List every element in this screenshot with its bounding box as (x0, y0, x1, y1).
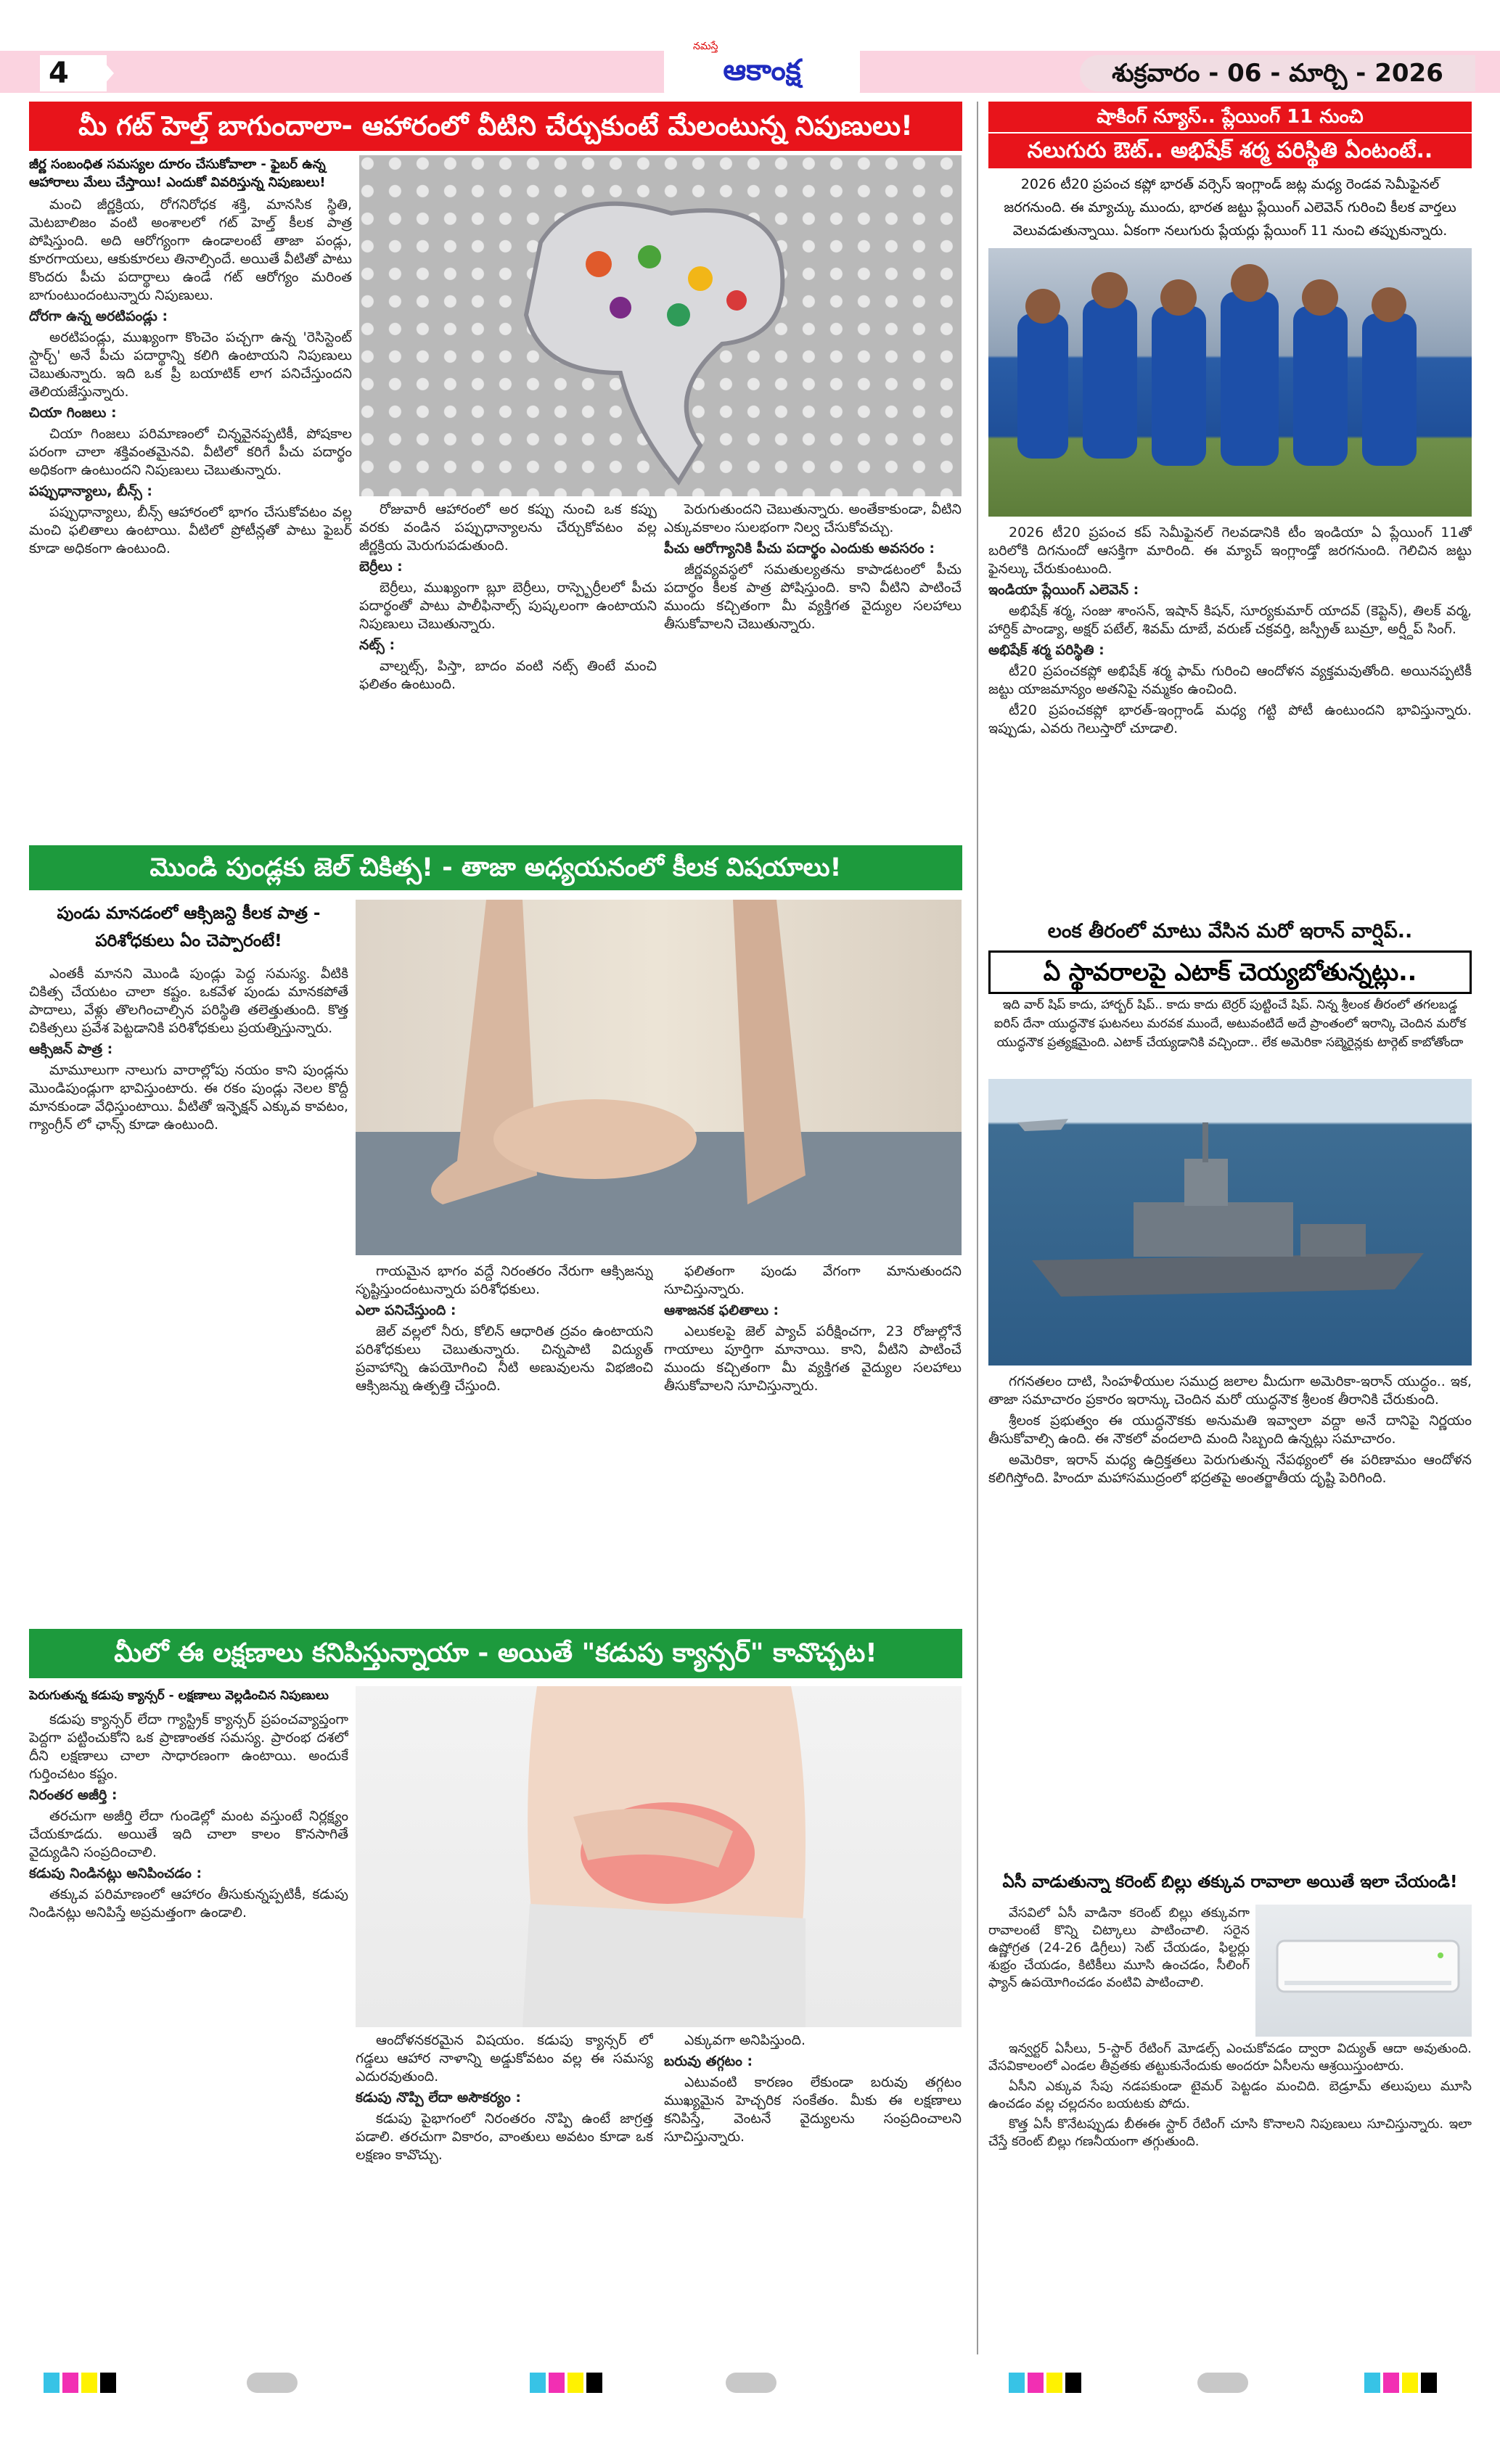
iran-lead: ఇది వార్ షిప్ కాదు, హార్బర్ షిప్.. కాదు కాదు టెర్రర్ పుట్టించే షిప్. నిన్న శ్రీలంక తీరంలో తగలబడ్డ ఐరిస్ దేనా యుద్ధనౌక ఘటనలు మరవక ముందే, అటువంటిదే అదే ప్రాంతంలో ఇరాన్కి చెందిన మరోక యుద్ధనౌక ప్రత్యక్షమైంది. ఎటాక్ చేయ్యడానికి వచ్చిందా.. లేక అమెరికా సబ్మెరైన్లకు టార్గెట్ కాబోతోందా (993, 998, 1467, 1050)
iran-headline: ఏ స్థావరాలపై ఎటాక్ చెయ్యబోతున్నట్లు.. (988, 950, 1472, 994)
paragraph: రోజువారీ ఆహారంలో అర కప్పు నుంచి ఒక కప్పు వరకు వండిన పప్పుధాన్యాలను చేర్చుకోవటం వల్ల జీర్ణక్రియ మెరుగుపడుతుంది. (359, 501, 657, 554)
subhead: చియా గింజలు : (29, 405, 117, 421)
registration-pill (1197, 2373, 1248, 2393)
registration-marks-1 (44, 2373, 119, 2396)
foot-wound-photo (356, 900, 962, 1255)
subhead: కడుపు నిండినట్లు అనిపించడం : (29, 1865, 202, 1881)
gut-lead: జీర్ణ సంబంధిత సమస్యల దూరం చేసుకోవాలా - ఫైబర్ ఉన్న ఆహారాలు మేలు చేస్తాయి! ఎందుకో వివరిస్తున్న నిపుణులు! (29, 157, 326, 190)
paragraph: ఏసీని ఎక్కువ సేపు నడపకుండా టైమర్ పెట్టడం మంచిది. బెడ్రూమ్ తలుపులు మూసి ఉంచడం వల్ల చల్లదనం బయటకు పోదు. (988, 2079, 1472, 2111)
subhead: కడుపు నొప్పి లేదా అసౌకర్యం : (356, 2090, 522, 2106)
paragraph: జీర్ణవ్యవస్థలో సమతుల్యతను కాపాడటంలో పీచు పదార్థం కీలక పాత్ర పోషిస్తుంది. కాని వీటిని పాటించే ముందు కచ్చితంగా మీ వ్యక్తిగత వైద్యుల సలహాలు తీసుకోవాలని చెబుతున్నారు. (664, 562, 962, 632)
cricket-headline: నలుగురు ఔట్.. అభిషేక్ శర్మ పరిస్థితి ఏంటంటే.. (988, 134, 1472, 168)
cancer-col1 (29, 1711, 348, 2349)
subhead: ఆశాజనక ఫలితాలు : (664, 1302, 779, 1318)
iran-body (988, 1373, 1472, 1859)
warship-photo (988, 1079, 1472, 1366)
paragraph: తక్కువ పరిమాణంలో ఆహారం తీసుకున్నప్పటికీ, కడుపు నిండినట్లు అనిపిస్తే అప్రమత్తంగా ఉండాలి. (29, 1886, 348, 1921)
cancer-col2 (356, 2032, 653, 2349)
brand-name: ఆకాంక్ష (723, 54, 801, 87)
masthead-logo (664, 41, 860, 96)
brand-tag: నమస్తే (693, 41, 718, 52)
paragraph: ఫలితంగా పుండు వేగంగా మానుతుందని సూచిస్తున్నారు. (664, 1263, 962, 1297)
subhead: బెర్రీలు : (359, 559, 403, 575)
cancer-col3 (664, 2032, 962, 2349)
paragraph: ఎక్కువగా అనిపిస్తుంది. (684, 2032, 806, 2048)
paragraph: ఇన్వర్టర్ ఏసీలు, 5-స్టార్ రేటింగ్ మోడల్స్ ఎంచుకోవడం ద్వారా విద్యుత్ ఆదా అవుతుంది. వేసవికాలంలో ఎండల తీవ్రతకు తట్టుకునేందుకు అందరూ ఏసీలను ఆశ్రయిస్తుంటారు. (988, 2041, 1472, 2074)
subhead: బరువు తగ్గటం : (664, 2053, 753, 2069)
paragraph: ఎటువంటి కారణం లేకుండా బరువు తగ్గటం ముఖ్యమైన హెచ్చరిక సంకేతం. మీకు ఈ లక్షణాలు కనిపిస్తే, వెంటనే వైద్యులను సంప్రదించాలని సూచిస్తున్నారు. (664, 2074, 962, 2145)
paragraph: వాల్నట్స్, పిస్తా, బాదం వంటి నట్స్ తింటే మంచి ఫలితం ఉంటుంది. (359, 658, 657, 692)
subhead: నట్స్ : (359, 637, 396, 653)
paragraph: 2026 టీ20 ప్రపంచ కప్ సెమీఫైనల్ గెలవడానికి టీం ఇండియా ఏ ప్లేయింగ్ 11తో బరిలోకి దిగనుందో ఆసక్తిగా మారింది. ఈ మ్యాచ్ ఇంగ్లాండ్తో జరగనుంది. గెలిచిన జట్టు ఫైనల్కు చేరుకుంటుంది. (988, 525, 1472, 577)
page-number-tip (98, 55, 114, 91)
paragraph: పెరుగుతుందని చెబుతున్నారు. అంతేకాకుండా, వీటిని ఎక్కువకాలం సులభంగా నిల్వ చేసుకోవచ్చు. (664, 501, 962, 535)
paragraph: బెర్రీలు, ముఖ్యంగా బ్లూ బెర్రీలు, రాస్ప్బెర్రీలలో పీచు పదార్థంతో పాటు పాలీఫినాల్స్ పుష్కలంగా ఉంటాయని నిపుణులు చెబుతున్నారు. (359, 580, 657, 632)
paragraph: అమెరికా, ఇరాన్ మధ్య ఉద్రిక్తతలు పెరుగుతున్న నేపథ్యంలో ఈ పరిణామం ఆందోళన కలిగిస్తోంది. హిందూ మహాసముద్రంలో భద్రతపై అంతర్జాతీయ దృష్టి పెరిగింది. (988, 1452, 1472, 1486)
subhead: పీచు ఆరోగ్యానికి పీచు పదార్థం ఎందుకు అవసరం : (664, 541, 935, 557)
paragraph: అరటిపండ్లు, ముఖ్యంగా కొంచెం పచ్చగా ఉన్న 'రెసిస్టెంట్ స్టార్చ్' అనే పీచు పదార్థాన్ని కలిగి ఉంటాయని నిపుణులు చెబుతున్నారు. ఇది ఒక ప్రీ బయాటిక్ లాగ పనిచేస్తుందని తెలియజేస్తున్నారు. (29, 329, 352, 400)
ac-body (988, 2040, 1472, 2349)
paragraph: కడుపు పైభాగంలో నిరంతరం నొప్పి ఉంటే జాగ్రత్త పడాలి. తరచుగా వికారం, వాంతులు అవటం కూడా ఒక లక్షణం కావొచ్చు. (356, 2111, 653, 2163)
air-conditioner-photo (1255, 1905, 1472, 2037)
cricket-body (988, 524, 1472, 945)
gut-col3 (664, 501, 962, 842)
foot-illustration (356, 900, 962, 1255)
paragraph: జెల్ వల్లలో నీరు, కోలిన్ ఆధారిత ద్రవం ఉంటాయని పరిశోధకులు చెబుతున్నారు. చిన్నపాటి విద్యుత్ ప్రవాహాన్ని ఉపయోగించి నీటి అణువులను విభజించి ఆక్సిజన్ను ఉత్పత్తి చేస్తుంది. (356, 1323, 653, 1394)
registration-marks-4 (1364, 2373, 1440, 2396)
subhead: ఇండియా ప్లేయింగ్ ఎలెవెన్ : (988, 582, 1139, 598)
gut-headline: మీ గట్ హెల్త్ బాగుందాలా- ఆహారంలో వీటిని చేర్చుకుంటే మేలంటున్న నిపుణులు! (29, 102, 962, 151)
subhead: పప్పుధాన్యాలు, బీన్స్ : (29, 483, 153, 499)
gut-col2 (359, 501, 657, 842)
cancer-headline: మీలో ఈ లక్షణాలు కనిపిస్తున్నాయా - అయితే "కడుపు క్యాన్సర్" కావొచ్చట! (29, 1629, 962, 1678)
wound-lead: పుండు మానడంలో ఆక్సిజన్ది కీలక పాత్ర - పరిశోధకులు ఏం చెప్పారంటే! (57, 904, 321, 950)
paragraph: టీ20 ప్రపంచకప్లో అభిషేక్ శర్మ ఫామ్ గురించి ఆందోళన వ్యక్తమవుతోంది. అయినప్పటికీ జట్టు యాజమాన్యం అతనిపై నమ్మకం ఉంచింది. (988, 663, 1472, 697)
iran-kicker: లంక తీరంలో మాటు వేసిన మరో ఇరాన్ వార్షిప్.. (1047, 920, 1413, 943)
wound-headline: మొండి పుండ్లకు జెల్ చికిత్స! - తాజా అధ్యయనంలో కీలక విషయాలు! (29, 845, 962, 890)
paragraph: చియా గింజలు పరిమాణంలో చిన్నవైనప్పటికీ, పోషకాల పరంగా చాలా శక్తివంతమైనవి. వీటిలో కరిగే పీచు పదార్థం అధికంగా ఉంటుందని నిపుణులు చెబుతున్నారు. (29, 426, 352, 478)
subhead: నిరంతర అజీర్తి : (29, 1787, 118, 1803)
cancer-lead: పెరుగుతున్న కడుపు క్యాన్సర్ - లక్షణాలు వెల్లడించిన నిపుణులు (29, 1688, 329, 1703)
paragraph: అభిషేక్ శర్మ, సంజు శాంసన్, ఇషాన్ కిషన్, సూర్యకుమార్ యాదవ్ (కెప్టెన్), తిలక్ వర్మ, హార్దిక్ పాండ్యా, అక్షర్ పటేల్, శివమ్ దూబే, వరుణ్ చక్రవర్తి, జస్ప్రీత్ బుమ్రా, అర్ష్దీప్ సింగ్. (988, 603, 1472, 637)
wound-col1 (29, 965, 348, 1622)
cricket-lead: 2026 టీ20 ప్రపంచ కప్లో భారత్ వర్సెస్ ఇంగ్లాండ్ జట్ల మధ్య రెండవ సెమీఫైనల్ జరగనుంది. ఈ మ్యాచ్కు ముందు, భారత జట్టు ప్లేయింగ్ ఎలెవెన్ గురించి కీలక వార్తలు వెలువడుతున్నాయి. ఏకంగా నలుగురు ప్లేయర్లు ప్లేయింగ్ 11 నుంచి తప్పుకున్నారు. (1004, 176, 1456, 239)
subhead: అభిషేక్ శర్మ పరిస్థితి : (988, 642, 1104, 658)
paragraph: కడుపు క్యాన్సర్ లేదా గ్యాస్ట్రిక్ క్యాన్సర్ ప్రపంచవ్యాప్తంగా పెద్దగా పట్టించుకోని ఒక ప్రాణాంతక సమస్య. ప్రారంభ దశలో దీని లక్షణాలు చాలా సాధారణంగా ఉంటాయి. అందుకే గుర్తించటం కష్టం. (29, 1712, 348, 1782)
intestine-illustration (359, 155, 962, 496)
registration-marks-3 (1009, 2373, 1084, 2396)
paragraph: వేసవిలో ఏసీ వాడినా కరెంట్ బిల్లు తక్కువగా రావాలంటే కొన్ని చిట్కాలు పాటించాలి. సరైన ఉష్ణోగ్రత (24-26 డిగ్రీలు) సెట్ చేయడం, ఫిల్టర్లు శుభ్రం చేయడం, కిటికీలు మూసి ఉంచడం, సీలింగ్ ఫ్యాన్ ఉపయోగించడం వంటివి పాటించాలి. (988, 1905, 1250, 1990)
subhead: దోరగా ఉన్న అరటిపండ్లు : (29, 308, 168, 324)
paragraph: గగనతలం దాటి, సింహళీయుల సముద్ర జలాల మీదుగా అమెరికా-ఇరాన్ యుద్ధం.. ఇక, తాజా సమాచారం ప్రకారం ఇరాన్కు చెందిన మరో యుద్ధనౌక శ్రీలంక తీరానికి చేరుకుంది. (988, 1373, 1472, 1408)
paragraph: టీ20 ప్రపంచకప్లో భారత్-ఇంగ్లాండ్ మధ్య గట్టి పోటీ ఉంటుందని భావిస్తున్నారు. ఇప్పుడు, ఎవరు గెలుస్తారో చూడాలి. (988, 702, 1472, 736)
subhead: ఆక్సిజన్ పాత్ర : (29, 1041, 113, 1057)
paragraph: మంచి జీర్ణక్రియ, రోగనిరోధక శక్తి, మానసిక స్థితి, మెటబాలిజం వంటి అంశాలలో గట్ హెల్త్ కీలక పాత్ర పోషిస్తుంది. అది ఆరోగ్యంగా ఉండాలంటే తాజా పండ్లు, కూరగాయలు, ఆకుకూరలు తినాల్సిందే. అయితే వీటితో పాటు కొందరు పీచు పదార్థాలు ఉండే గట్ ఆరోగ్యం మరింత బాగుంటుందంటున్నారు నిపుణులు. (29, 197, 352, 303)
gut-col1 (29, 196, 352, 842)
gut-organ-photo (359, 155, 962, 496)
players-illustration (988, 248, 1472, 517)
wound-col3 (664, 1262, 962, 1622)
paragraph: మామూలుగా నాలుగు వారాల్లోపు నయం కాని పుండ్లను మొండిపుండ్లుగా భావిస్తుంటారు. ఈ రకం పుండ్లు నెలల కొద్దీ మానకుండా వేధిస్తుంటాయి. వీటితో ఇన్ఫెక్షన్ ఎక్కువ కావటం, గ్యాంగ్రీన్ లో ఛాన్స్ కూడా ఉంటుంది. (29, 1062, 348, 1133)
paragraph: పప్పుధాన్యాలు, బీన్స్ ఆహారంలో భాగం చేసుకోవటం వల్ల మంచి ఫలితాలు ఉంటాయి. వీటిలో ప్రోటీన్లతో పాటు ఫైబర్ కూడా అధికంగా ఉంటుంది. (29, 504, 352, 557)
paragraph: తరచుగా అజీర్తి లేదా గుండెల్లో మంట వస్తుంటే నిర్లక్ష్యం చేయకూడదు. అయితే ఇది చాలా కాలం కొనసాగితే వైద్యుడిని సంప్రదించాలి. (29, 1808, 348, 1860)
ac-body-top (988, 1905, 1250, 2037)
registration-marks-2 (530, 2373, 605, 2396)
cricket-team-photo (988, 248, 1472, 517)
stomach-pain-photo (356, 1686, 962, 2027)
paragraph: ఎంతకీ మానని మొండి పుండ్లు పెద్ద సమస్య. వీటికి చికిత్స చేయటం చాలా కష్టం. ఒకవేళ పుండు మానకపోతే పాదాలు, వేళ్లు తొలగించాల్సిన పరిస్థితి తలెత్తుతుంది. కొత్త చికిత్సలు ప్రవేశ పెట్టడానికి పరిశోధకులు ప్రయత్నిస్తున్నారు. (29, 966, 348, 1036)
page-number: 4 (40, 55, 107, 91)
column-divider (977, 102, 978, 2354)
ac-unit-illustration (1255, 1905, 1472, 2037)
registration-pill (247, 2373, 298, 2393)
paragraph: గాయమైన భాగం వద్దే నిరంతరం నేరుగా ఆక్సిజన్ను సృష్టిస్తుందంటున్నారు పరిశోధకులు. (356, 1263, 653, 1297)
issue-date: శుక్రవారం - 06 - మార్చి - 2026 (1080, 55, 1475, 91)
registration-pill (726, 2373, 776, 2393)
paragraph: ఆందోళనకరమైన విషయం. కడుపు క్యాన్సర్ లో గడ్డలు ఆహార నాళాన్ని అడ్డుకోవటం వల్ల ఈ సమస్య ఎదురవుతుంది. (356, 2032, 653, 2085)
paragraph: శ్రీలంక ప్రభుత్వం ఈ యుద్ధనౌకకు అనుమతి ఇవ్వాలా వద్దా అనే దానిపై నిర్ణయం తీసుకోవాల్సి ఉంది. ఈ నౌకలో వందలాది మంది సిబ్బంది ఉన్నట్లు సమాచారం. (988, 1413, 1472, 1447)
wound-col2 (356, 1262, 653, 1622)
cricket-kicker: షాకింగ్ న్యూస్.. ప్లేయింగ్ 11 నుంచి (988, 102, 1472, 132)
stomach-illustration (356, 1686, 962, 2027)
ac-headline: ఏసీ వాడుతున్నా కరెంట్ బిల్లు తక్కువ రావాలా అయితే ఇలా చేయండి! (1002, 1873, 1458, 1892)
paragraph: కొత్త ఏసీ కొనేటప్పుడు బీఈఈ స్టార్ రేటింగ్ చూసి కొనాలని నిపుణులు సూచిస్తున్నారు. ఇలా చేస్తే కరెంట్ బిల్లు గణనీయంగా తగ్గుతుంది. (988, 2116, 1472, 2149)
subhead: ఎలా పనిచేస్తుంది : (356, 1302, 456, 1318)
warship-illustration (988, 1079, 1472, 1366)
paragraph: ఎలుకలపై జెల్ ప్యాచ్ పరీక్షించగా, 23 రోజుల్లోనే గాయాలు పూర్తిగా మానాయి. కాని, వీటిని పాటించే ముందు కచ్చితంగా మీ వ్యక్తిగత వైద్యుల సలహాలు తీసుకోవాలని సూచిస్తున్నారు. (664, 1323, 962, 1394)
